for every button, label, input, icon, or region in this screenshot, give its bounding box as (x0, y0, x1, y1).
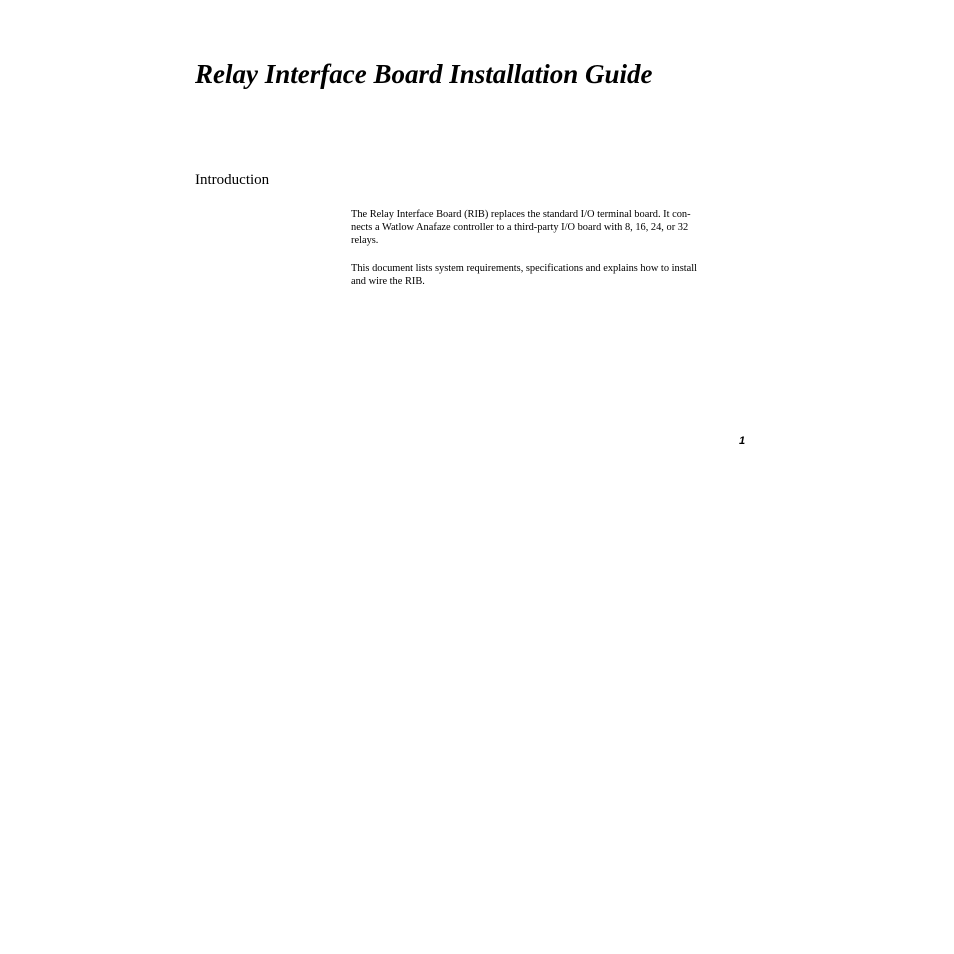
intro-paragraph-1: The Relay Interface Board (RIB) replaces the standard I/O terminal board. It con- nects a Watlow Anafaze controller to a third-party I/O board with 8, 16, 24, or 32 relays. (351, 209, 691, 246)
intro-paragraph-2: This document lists system requirements, specifications and explains how to install and wire the RIB. (351, 263, 698, 287)
page-number: 1 (739, 435, 746, 447)
section-heading-introduction: Introduction (195, 172, 270, 188)
document-title: Relay Interface Board Installation Guide (195, 59, 653, 89)
